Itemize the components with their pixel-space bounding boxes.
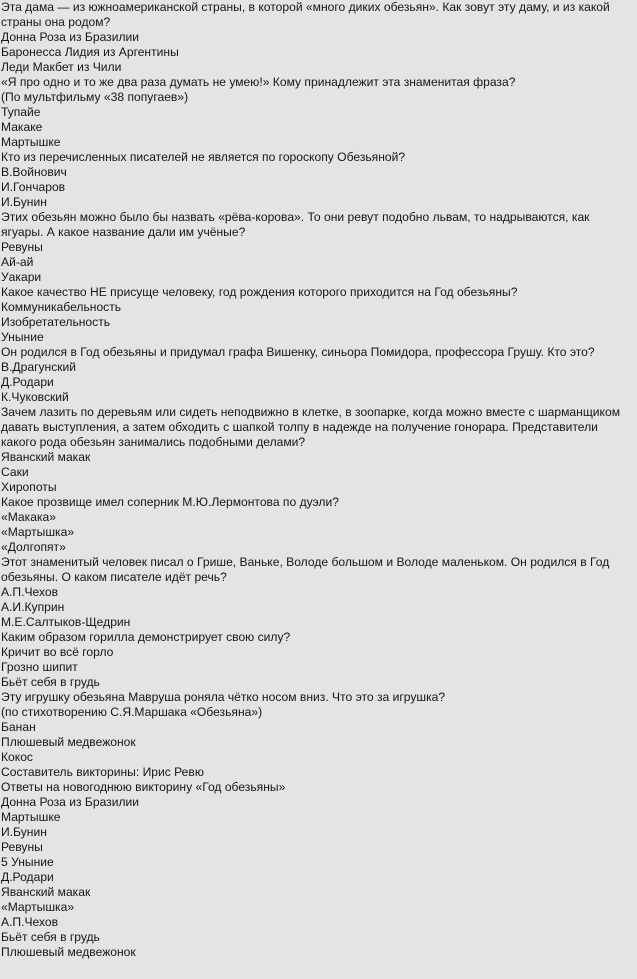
text-line: Этих обезьян можно было бы назвать «рёва-корова». То они ревут подобно львам, то надрываются, как ягуары. А какое название дали им учёные? — [1, 210, 590, 239]
text-line: Макаке — [1, 120, 43, 134]
text-line: «Я про одно и то же два раза думать не умею!» Кому принадлежит эта знаменитая фраза? — [1, 75, 516, 89]
text-line: Яванский макак — [1, 450, 91, 464]
text-line: А.П.Чехов — [1, 915, 59, 929]
text-line: (По мультфильму «38 попугаев») — [1, 90, 189, 104]
text-line: 5 Уныние — [1, 855, 54, 869]
text-line: Баронесса Лидия из Аргентины — [1, 45, 179, 59]
text-line: В.Войнович — [1, 165, 67, 179]
text-line: Донна Роза из Бразилии — [1, 795, 140, 809]
text-line: (по стихотворению С.Я.Маршака «Обезьяна») — [1, 705, 263, 719]
text-line: Зачем лазить по деревьям или сидеть неподвижно в клетке, в зоопарке, когда можно вместе с шарманщиком давать выступления, а затем обходить с шапкой толпу в надежде на получение гонорара. Представители какого рода обезьян занимались подобными делами? — [1, 405, 621, 449]
text-line: Банан — [1, 720, 36, 734]
text-line: Д.Родари — [1, 870, 54, 884]
text-line: И.Гончаров — [1, 180, 66, 194]
text-line: Мартышке — [1, 810, 61, 824]
text-line: Коммуникабельность — [1, 300, 122, 314]
text-line: Д.Родари — [1, 375, 54, 389]
text-line: Яванский макак — [1, 885, 91, 899]
text-line: Бьёт себя в грудь — [1, 675, 100, 689]
text-line: Тупайе — [1, 105, 41, 119]
text-line: Ай-ай — [1, 255, 34, 269]
text-line: Уныние — [1, 330, 44, 344]
text-line: Кричит во всё горло — [1, 645, 114, 659]
text-line: «Мартышка» — [1, 525, 75, 539]
text-line: Кокос — [1, 750, 33, 764]
text-line: Саки — [1, 465, 29, 479]
text-line: Бьёт себя в грудь — [1, 930, 100, 944]
text-line: Грозно шипит — [1, 660, 78, 674]
text-line: И.Бунин — [1, 825, 47, 839]
text-line: Составитель викторины: Ирис Ревю — [1, 765, 204, 779]
text-line: Ревуны — [1, 840, 43, 854]
text-line: Плюшевый медвежонок — [1, 945, 136, 959]
text-line: Ревуны — [1, 240, 43, 254]
text-line: «Долгопят» — [1, 540, 66, 554]
text-line: Этот знаменитый человек писал о Грише, Ваньке, Володе большом и Володе маленьком. Он родился в Год обезьяны. О каком писателе идёт речь? — [1, 555, 610, 584]
text-line: Мартышке — [1, 135, 61, 149]
text-line: Он родился в Год обезьяны и придумал графа Вишенку, синьора Помидора, профессора Грушу. Кто это? — [1, 345, 595, 359]
text-line: Какое качество НЕ присуще человеку, год рождения которого приходится на Год обезьяны? — [1, 285, 518, 299]
text-line: И.Бунин — [1, 195, 47, 209]
text-line: М.Е.Салтыков-Щедрин — [1, 615, 131, 629]
text-line: Плюшевый медвежонок — [1, 735, 136, 749]
text-line: Изобретательность — [1, 315, 111, 329]
text-line: «Макака» — [1, 510, 56, 524]
text-line: Эта дама — из южноамериканской страны, в которой «много диких обезьян». Как зовут эту даму, и из какой страны она родом? — [1, 0, 610, 29]
text-line: Каким образом горилла демонстрирует свою силу? — [1, 630, 291, 644]
text-line: Ответы на новогоднюю викторину «Год обезьяны» — [1, 780, 286, 794]
text-line: Кто из перечисленных писателей не является по гороскопу Обезьяной? — [1, 150, 406, 164]
text-line: «Мартышка» — [1, 900, 75, 914]
text-line: В.Драгунский — [1, 360, 77, 374]
text-line: Какое прозвище имел соперник М.Ю.Лермонтова по дуэли? — [1, 495, 339, 509]
text-line: К.Чуковский — [1, 390, 69, 404]
text-line: Донна Роза из Бразилии — [1, 30, 140, 44]
text-line: Уакари — [1, 270, 42, 284]
text-line: Эту игрушку обезьяна Мавруша роняла чётко носом вниз. Что это за игрушка? — [1, 690, 446, 704]
text-line: Леди Макбет из Чили — [1, 60, 122, 74]
text-line: Хиропоты — [1, 480, 57, 494]
text-line: А.П.Чехов — [1, 585, 59, 599]
text-line: А.И.Куприн — [1, 600, 65, 614]
